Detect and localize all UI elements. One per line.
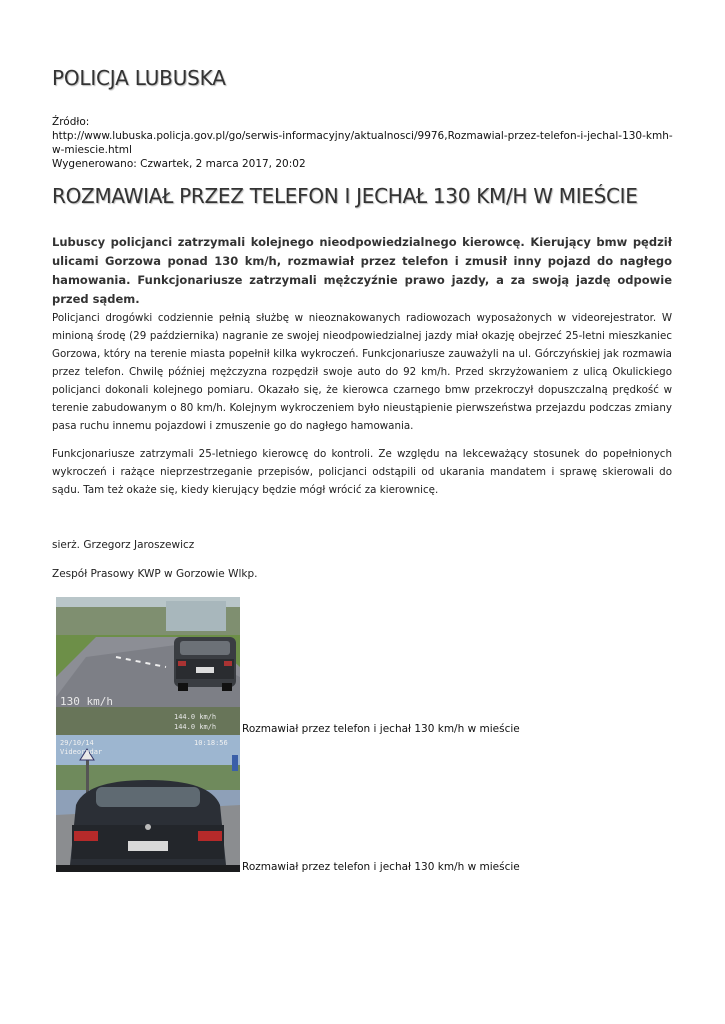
osd-readout: 144.0 km/h: [174, 713, 217, 721]
article-author: sierż. Grzegorz Jaroszewicz: [52, 539, 195, 551]
osd-label: Videoradar: [60, 748, 103, 756]
osd-readout: 144.0 km/h: [174, 723, 217, 731]
osd-time: 10:18:56: [194, 739, 228, 747]
gallery-photo[interactable]: [56, 735, 240, 872]
press-team: Zespół Prasowy KWP w Gorzowie Wlkp.: [52, 568, 258, 580]
gallery-item: [56, 597, 240, 735]
osd-speed: 130 km/h: [60, 695, 113, 708]
article-paragraph: Policjanci drogówki codziennie pełnią służbę w nieoznakowanych radiowozach wyposażonych w videorejestrator. W minioną środę (29 października) nagranie ze swojej nieodpowiedzialnej jazdy miał okazję obejrzeć 25-letni mieszkaniec Gorzowa, który na terenie miasta popełnił kilka wykroczeń. Funkcjonariusze zauważyli na ul. Górczyńskiej jak rozmawia przez telefon. Chwilę później mężczyzna rozpędził swoje auto do 92 km/h. Przed skrzyżowaniem z ulicą Okulickiego policjanci dokonali kolejnego pomiaru. Okazało się, że kierowca czarnego bmw przekroczył dopuszczalną prędkość w terenie zabudowanym o 80 km/h. Kolejnym wykroczeniem było nieustąpienie pierwszeństwa przejazdu podczas zmiany pasa ruchu innemu pojazdowi i zmuszenie go do nagłego hamowania.: [52, 312, 672, 432]
gallery-item: [56, 735, 240, 872]
source-url[interactable]: http://www.lubuska.policja.gov.pl/go/serwis-informacyjny/aktualnosci/9976,Rozmawial-przez-telefon-i-jechal-130-kmh-w-miescie.html: [52, 130, 673, 156]
gallery-photo[interactable]: [56, 597, 240, 735]
source-label: Źródło:: [52, 116, 90, 128]
photo-caption: Rozmawiał przez telefon i jechał 130 km/h w mieście: [242, 861, 520, 873]
article-title: ROZMAWIAŁ PRZEZ TELEFON I JECHAŁ 130 KM/H W MIEŚCIE: [52, 184, 638, 208]
document-meta: [52, 115, 674, 171]
article-paragraph: Funkcjonariusze zatrzymali 25-letniego kierowcę do kontroli. Ze względu na lekceważący stosunek do popełnionych wykroczeń i rażące nieprzestrzeganie przepisów, policjanci odstąpili od ukarania mandatem i sprawę skierowali do sądu. Tam też okaże się, kiedy kierujący będzie mógł wrócić za kierownicę.: [52, 448, 672, 496]
article-body: [52, 309, 672, 509]
photo-caption: Rozmawiał przez telefon i jechał 130 km/h w mieście: [242, 723, 520, 735]
site-title: POLICJA LUBUSKA: [52, 66, 226, 90]
article-lead: Lubuscy policjanci zatrzymali kolejnego nieodpowiedzialnego kierowcę. Kierujący bmw pędził ulicami Gorzowa ponad 130 km/h, rozmawiał przez telefon i zmusił inny pojazd do nagłego hamowania. Funkcjonariusze zatrzymali mężczyźnie prawo jazdy, a za swoją jazdę odpowie przed sądem.: [52, 235, 672, 306]
generated-date: Wygenerowano: Czwartek, 2 marca 2017, 20:02: [52, 158, 306, 170]
osd-date: 29/10/14: [60, 739, 94, 747]
